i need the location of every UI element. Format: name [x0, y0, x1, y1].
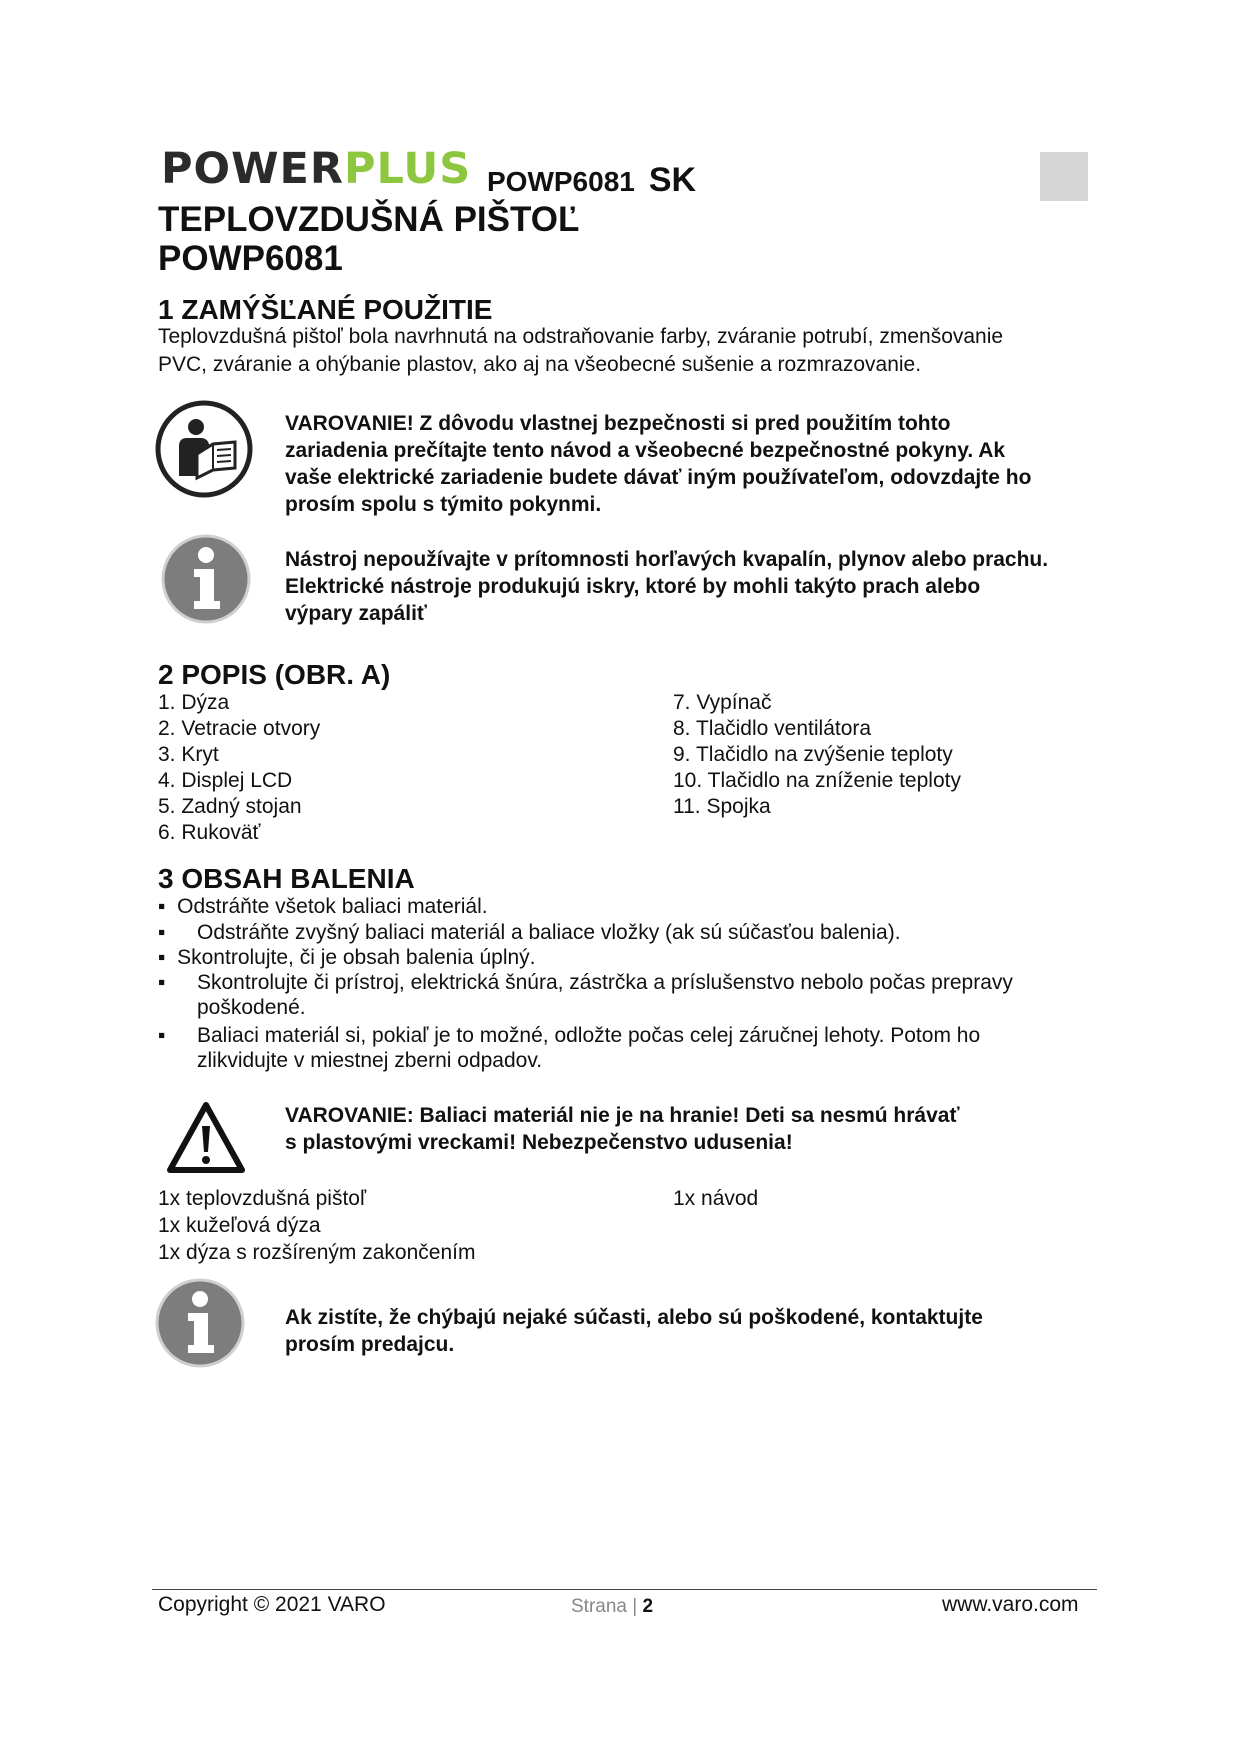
- bullet-item-5-text: Baliaci materiál si, pokiaľ je to možné, odložte počas celej záručnej lehoty. Potom ho: [197, 1024, 981, 1047]
- list-item: 8. Tlačidlo ventilátora: [673, 717, 872, 740]
- brand-logo-part2: PLUS: [343, 144, 472, 194]
- brand-logo: [161, 144, 472, 194]
- list-item: 2. Vetracie otvory: [158, 717, 321, 740]
- footer-divider: [152, 1589, 1097, 1590]
- list-item: 5. Zadný stojan: [158, 795, 302, 818]
- list-item: 10. Tlačidlo na zníženie teploty: [673, 769, 961, 792]
- parts-list-left: [158, 690, 320, 846]
- warning2-line1: Nástroj nepoužívajte v prítomnosti horľavých kvapalín, plynov alebo prachu.: [285, 548, 1049, 571]
- list-item: 9. Tlačidlo na zvýšenie teploty: [673, 743, 953, 766]
- warning3-line1: VAROVANIE: Baliaci materiál nie je na hranie! Deti sa nesmú hrávať: [285, 1104, 960, 1127]
- info-missing-parts: [285, 1304, 983, 1358]
- warning2-line2: Elektrické nástroje produkujú iskry, ktoré by mohli takýto prach alebo: [285, 575, 981, 598]
- document-title: TEPLOVZDUŠNÁ PIŠTOĽ: [158, 200, 580, 239]
- parts-list-right: [673, 690, 961, 820]
- section1-text-line1: Teplovzdušná pištoľ bola navrhnutá na odstraňovanie farby, zváranie potrubí, zmenšovanie: [158, 325, 1004, 348]
- warning1-line3: vaše elektrické zariadenie budete dávať iným používateľom, odovzdajte ho: [285, 466, 1032, 489]
- warning-packaging: [285, 1102, 960, 1156]
- info-line2: prosím predajcu.: [285, 1333, 455, 1356]
- warning1-line1: VAROVANIE! Z dôvodu vlastnej bezpečnosti si pred použitím tohto: [285, 412, 951, 435]
- list-item: 1x návod: [673, 1187, 759, 1210]
- section3-heading: 3 OBSAH BALENIA: [158, 863, 415, 894]
- bullet-item-4: ▪: [158, 971, 166, 994]
- bullet-item-1: ▪ Odstráňte všetok baliaci materiál.: [158, 895, 488, 918]
- warning-flammable: [285, 546, 1048, 627]
- info-icon: [160, 533, 252, 625]
- section2-heading: 2 POPIS (OBR. A): [158, 659, 391, 690]
- package-contents-left: [158, 1185, 475, 1266]
- bullet-item-4-cont: poškodené.: [197, 996, 306, 1019]
- page-number: 2: [642, 1596, 654, 1617]
- bullet-item-5: ▪: [158, 1024, 166, 1047]
- info-line1: Ak zistíte, že chýbajú nejaké súčasti, alebo sú poškodené, kontaktujte: [285, 1306, 983, 1329]
- bullet-item-2-text: Odstráňte zvyšný baliaci materiál a baliace vložky (ak sú súčasťou balenia).: [197, 921, 901, 944]
- read-manual-icon: [153, 398, 255, 500]
- list-item: 3. Kryt: [158, 743, 219, 766]
- list-item: 11. Spojka: [673, 795, 771, 818]
- document-model: POWP6081: [158, 239, 343, 278]
- warning1-line4: prosím spolu s týmito pokynmi.: [285, 493, 602, 516]
- section1-heading: 1 ZAMÝŠĽANÉ POUŽITIE: [158, 294, 493, 325]
- warning2-line3: výpary zapáliť: [285, 602, 427, 625]
- header-model: POWP6081: [487, 166, 635, 197]
- list-item: 4. Displej LCD: [158, 769, 293, 792]
- footer-copyright: Copyright © 2021 VARO: [158, 1593, 386, 1616]
- list-item: 6. Rukoväť: [158, 821, 261, 844]
- list-item: 1. Dýza: [158, 691, 230, 714]
- language-code: SK: [648, 161, 697, 199]
- warning-read-manual: [285, 410, 1031, 518]
- brand-logo-part1: POWER: [161, 144, 344, 194]
- list-item: 1x kužeľová dýza: [158, 1214, 321, 1237]
- footer-website[interactable]: www.varo.com: [942, 1593, 1079, 1616]
- language-tab-marker: [1040, 152, 1088, 201]
- list-item: 1x teplovzdušná pištoľ: [158, 1187, 367, 1210]
- bullet-item-2: ▪: [158, 921, 166, 944]
- bullet-item-5-cont: zlikvidujte v miestnej zberni odpadov.: [197, 1049, 543, 1072]
- section1-text-line2: PVC, zváranie a ohýbanie plastov, ako aj na všeobecné sušenie a rozmrazovanie.: [158, 353, 922, 376]
- bullet-item-4-text: Skontrolujte či prístroj, elektrická šnúra, zástrčka a príslušenstvo nebolo počas prepravy: [197, 971, 1013, 994]
- list-item: 1x dýza s rozšíreným zakončením: [158, 1241, 476, 1264]
- package-contents-right: [673, 1185, 758, 1212]
- model-language-line: [487, 163, 696, 197]
- bullet-item-3: ▪ Skontrolujte, či je obsah balenia úplný.: [158, 946, 536, 969]
- warning3-line2: s plastovými vreckami! Nebezpečenstvo udusenia!: [285, 1131, 793, 1154]
- warning1-line2: zariadenia prečítajte tento návod a všeobecné bezpečnostné pokyny. Ak: [285, 439, 1006, 462]
- warning-triangle-icon: [165, 1100, 247, 1176]
- list-item: 7. Vypínač: [673, 691, 772, 714]
- page-label: Strana |: [571, 1596, 638, 1617]
- info-icon: [154, 1277, 246, 1369]
- footer-page: [571, 1594, 653, 1620]
